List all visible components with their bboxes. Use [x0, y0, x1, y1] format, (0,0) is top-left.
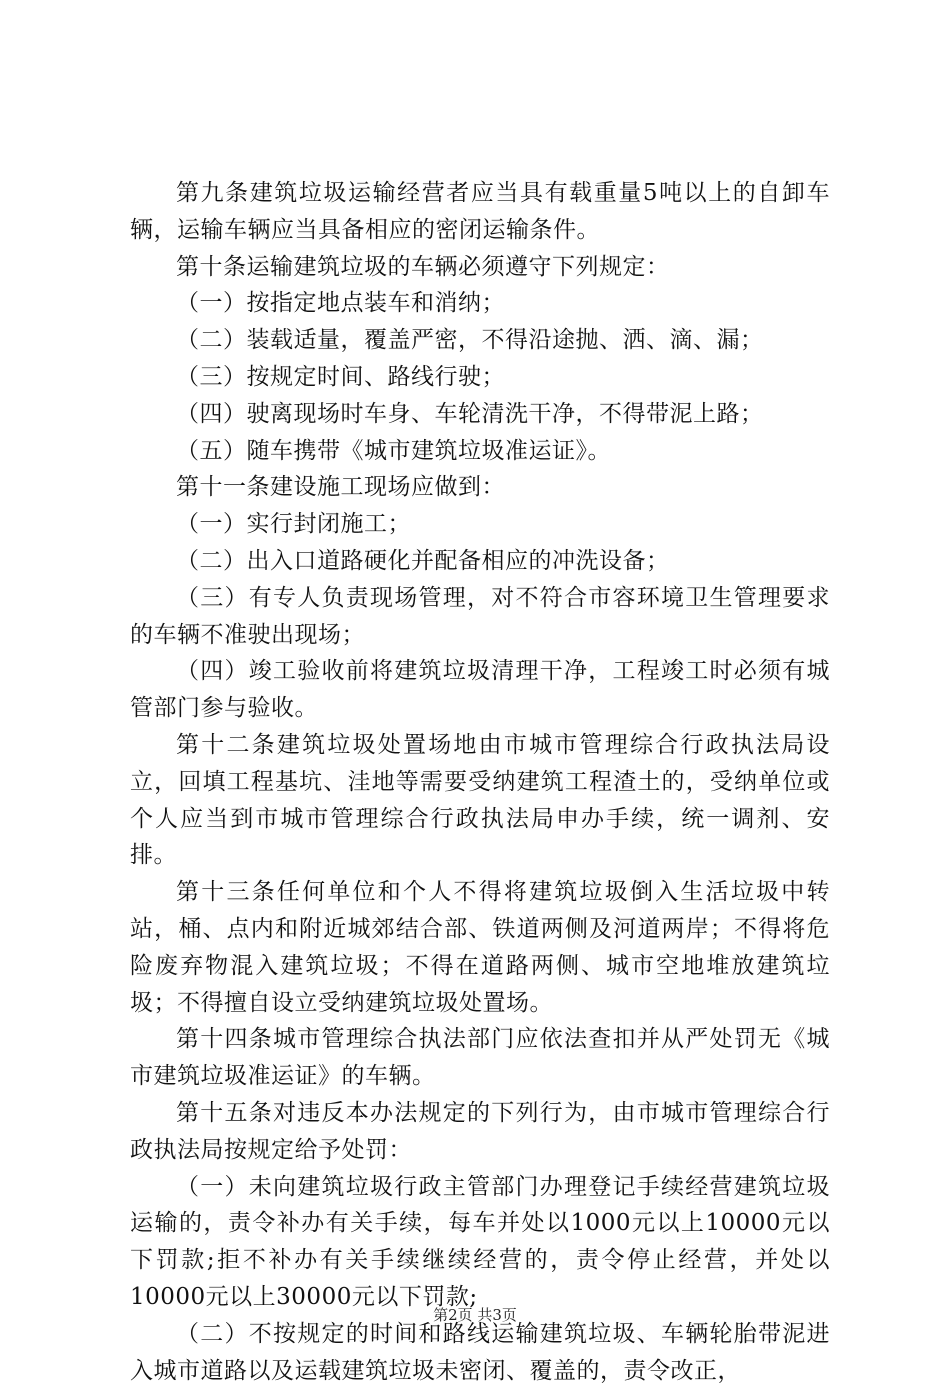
paragraph-article-14: 第十四条城市管理综合执法部门应依法查扣并从严处罚无《城市建筑垃圾准运证》的车辆。 — [130, 1026, 830, 1090]
page-number-label: 第2页 共3页 — [433, 1306, 517, 1324]
paragraph-article-15-item-2: （二）不按规定的时间和路线运输建筑垃圾、车辆轮胎带泥进入城市道路以及运载建筑垃圾未密闭、覆盖的，责令改正， — [130, 1320, 830, 1384]
paragraph-article-9: 第九条建筑垃圾运输经营者应当具有载重量5吨以上的自卸车辆，运输车辆应当具备相应的密闭运输条件。 — [130, 180, 830, 243]
paragraph-article-15: 第十五条对违反本办法规定的下列行为，由市城市管理综合行政执法局按规定给予处罚： — [130, 1099, 830, 1163]
paragraph-article-11-item-2: （二）出入口道路硬化并配备相应的冲洗设备； — [176, 547, 670, 574]
paragraph-article-13: 第十三条任何单位和个人不得将建筑垃圾倒入生活垃圾中转站，桶、点内和附近城郊结合部、铁道两侧及河道两岸；不得将危险废弃物混入建筑垃圾；不得在道路两侧、城市空地堆放建筑垃圾；不得擅自设立受纳建筑垃圾处置场。 — [130, 879, 830, 1016]
paragraph-article-10-item-2: （二）装载适量，覆盖严密，不得沿途抛、洒、滴、漏； — [176, 327, 764, 354]
paragraph-article-10-item-5: （五）随车携带《城市建筑垃圾准运证》。 — [176, 437, 611, 464]
paragraph-article-11-item-4: （四）竣工验收前将建筑垃圾清理干净，工程竣工时必须有城管部门参与验收。 — [130, 658, 830, 722]
paragraph-article-11-item-1: （一）实行封闭施工； — [176, 511, 411, 538]
page-footer — [0, 1304, 950, 1325]
paragraph-article-12: 第十二条建筑垃圾处置场地由市城市管理综合行政执法局设立，回填工程基坑、洼地等需要受纳建筑工程渣土的，受纳单位或个人应当到市城市管理综合行政执法局申办手续，统一调剂、安排。 — [130, 731, 830, 869]
paragraph-article-15-item-1: （一）未向建筑垃圾行政主管部门办理登记手续经营建筑垃圾运输的，责令补办有关手续，每车并处以1000元以上10000元以下罚款;拒不补办有关手续继续经营的，责令停止经营，并处以10000元以上30000元以下罚款; — [130, 1173, 830, 1310]
paragraph-article-10-item-1: （一）按指定地点装车和消纳； — [176, 290, 505, 317]
paragraph-article-11-item-3: （三）有专人负责现场管理，对不符合市容环境卫生管理要求的车辆不准驶出现场； — [130, 584, 830, 648]
paragraph-article-10-item-3: （三）按规定时间、路线行驶； — [176, 363, 505, 390]
paragraph-article-10-item-4: （四）驶离现场时车身、车轮清洗干净，不得带泥上路； — [176, 400, 764, 427]
paragraph-article-11: 第十一条建设施工现场应做到： — [176, 474, 505, 501]
document-body — [130, 175, 830, 1389]
paragraph-article-10: 第十条运输建筑垃圾的车辆必须遵守下列规定： — [176, 253, 670, 280]
